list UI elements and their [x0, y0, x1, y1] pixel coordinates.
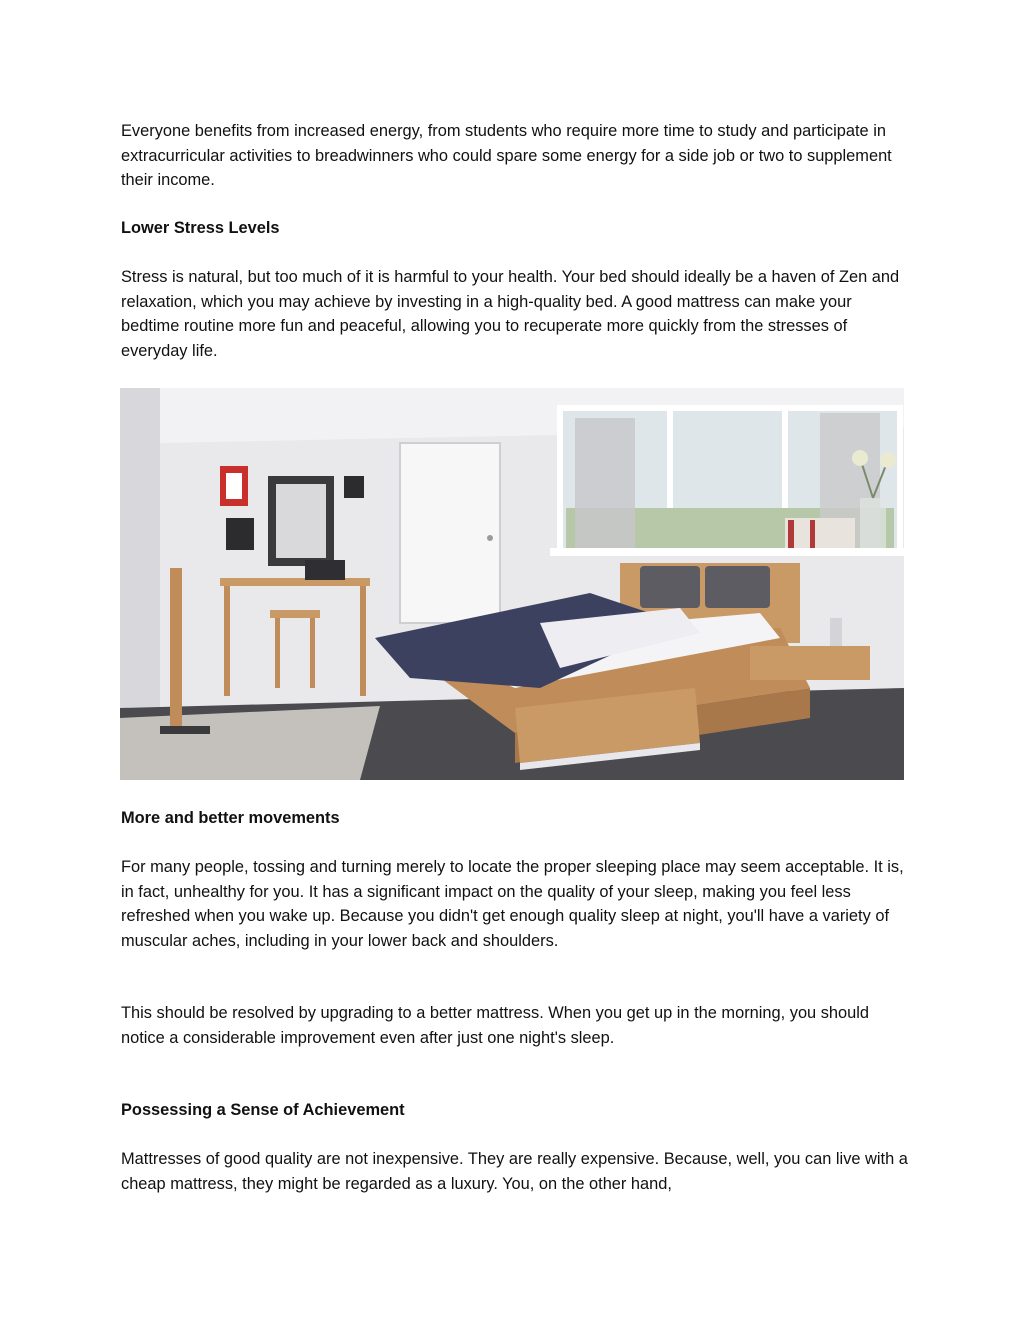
paragraph-tossing: For many people, tossing and turning merely to locate the proper sleeping place may seem acceptable. It is, in fact, unhealthy for you. It has a significant impact on the quality of your sleep, making you feel less refreshed when you wake up. Because you didn't get enough quality sleep at night, you'll have a variety of muscular aches, including in your lower back and shoulders. — [121, 858, 904, 950]
paragraph-quality-mattresses: Mattresses of good quality are not inexpensive. They are really expensive. Because, well, you can live with a cheap mattress, they might be regarded as a luxury. You, on the other hand, — [121, 1150, 908, 1193]
bedroom-photo — [120, 388, 904, 780]
heading-lower-stress: Lower Stress Levels — [121, 219, 280, 237]
paragraph-stress: Stress is natural, but too much of it is harmful to your health. Your bed should ideally be a haven of Zen and relaxation, which you may achieve by investing in a high-quality bed. A good mattress can make your bedtime routine more fun and peaceful, allowing you to recuperate more quickly from the stresses of everyday life. — [121, 268, 900, 360]
heading-better-movements: More and better movements — [121, 809, 340, 827]
paragraph-upgrade: This should be resolved by upgrading to a better mattress. When you get up in the morning, you should notice a considerable improvement even after just one night's sleep. — [121, 1004, 870, 1047]
paragraph-energy: Everyone benefits from increased energy, from students who require more time to study and participate in extracurricular activities to breadwinners who could spare some energy for a side job or two to supplement their income. — [121, 122, 892, 189]
heading-achievement: Possessing a Sense of Achievement — [121, 1101, 405, 1119]
